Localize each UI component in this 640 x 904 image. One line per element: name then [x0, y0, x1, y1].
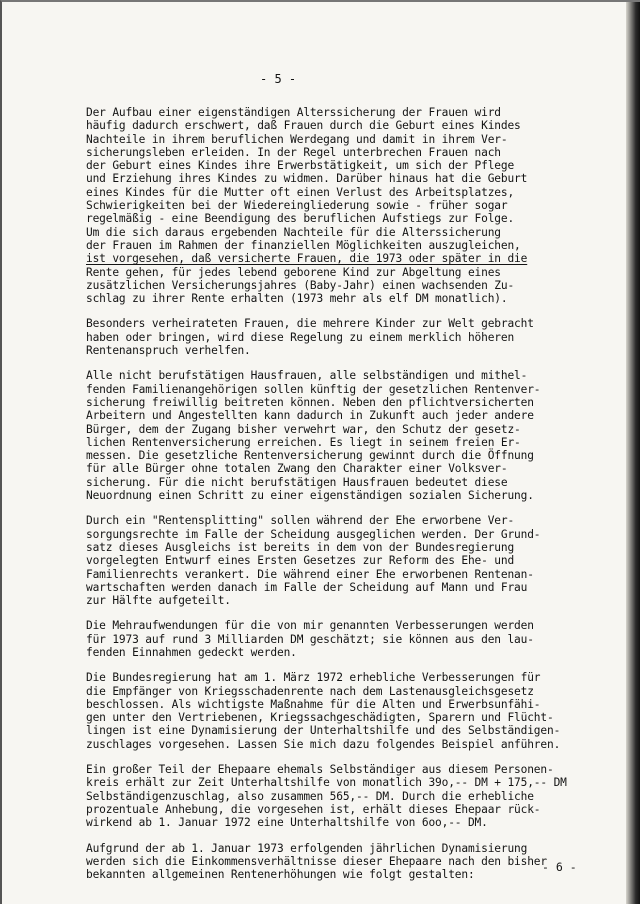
text-line: sicherung. Für die nicht berufstätigen Hausfrauen bedeutet diese — [86, 475, 508, 489]
text-line: häufig dadurch erschwert, daß Frauen durch die Geburt eines Kindes — [86, 119, 521, 133]
text-line: zuschlages vorgesehen. Lassen Sie mich dazu folgendes Beispiel anführen. — [86, 737, 561, 751]
text-line: kreis erhält zur Zeit Unterhaltshilfe von monatlich 39o,-- DM + 175,-- DM — [86, 776, 567, 790]
text-line: fenden Familienangehörigen sollen künftig der gesetzlichen Rentenver- — [86, 382, 541, 396]
text-line: wartschaften werden danach im Falle der Scheidung auf Mann und Frau — [86, 580, 528, 594]
paragraph-kriegsschadenrente — [86, 671, 622, 751]
text-line: zusätzlichen Versicherungsjahres (Baby-Jahr) einen wachsenden Zu- — [86, 278, 515, 292]
text-line: sorgungsrechte im Falle der Scheidung ausgeglichen werden. Der Grund- — [86, 527, 541, 541]
text-line: vorgelegten Entwurf eines Ersten Gesetzes zur Reform des Ehe- und — [86, 554, 515, 568]
text-line: lichen Rentenversicherung erreichen. Es liegt in seinem freien Er- — [86, 435, 521, 449]
text-line: Neuordnung einen Schritt zu einer eigenständigen sozialen Sicherung. — [86, 489, 534, 503]
text-line: haben oder bringen, wird diese Regelung zu einem merklich höheren — [86, 330, 515, 344]
text-line: Rente gehen, für jedes lebend geborene Kind zur Abgeltung eines — [86, 265, 501, 279]
text-line: regelmäßig - eine Beendigung des beruflichen Aufstiegs zur Folge. — [86, 212, 515, 226]
text-line: Der Aufbau einer eigenständigen Alterssicherung der Frauen wird — [86, 106, 501, 119]
text-line: Nachteile in ihrem beruflichen Werdegang und damit in ihrem Ver- — [86, 132, 508, 146]
text-line: für 1973 auf rund 3 Milliarden DM geschätzt; sie können aus den lau- — [86, 632, 534, 646]
text-line: schlag zu ihrer Rente erhalten (1973 mehr als elf DM monatlich). — [86, 292, 508, 306]
text-line: sicherungsleben erleiden. In der Regel unterbrechen Frauen nach — [86, 145, 501, 159]
text-line: Aufgrund der ab 1. Januar 1973 erfolgenden jährlichen Dynamisierung — [86, 841, 528, 855]
paragraph-alterssicherung — [86, 106, 622, 305]
text-line: Schwierigkeiten bei der Wiedereingliederung sowie - früher sogar — [86, 199, 508, 213]
text-line: Durch ein "Rentensplitting" sollen während der Ehe erworbene Ver- — [86, 514, 515, 528]
document-body — [86, 106, 622, 893]
text-line: Familienrechts verankert. Die während einer Ehe erworbenen Rentenan- — [86, 567, 534, 581]
text-line: Rentenanspruch verhelfen. — [86, 344, 251, 358]
text-line: gen unter den Vertriebenen, Kriegssachgeschädigten, Sparern und Flücht- — [86, 711, 554, 725]
text-line: Bürger, dem der Zugang bisher verwehrt war, den Schutz der gesetz- — [86, 422, 521, 436]
text-line: für alle Bürger ohne totalen Zwang den Charakter einer Volksver- — [86, 462, 508, 476]
text-line: bekannten allgemeinen Rentenerhöhungen wie folgt gestalten: — [86, 868, 475, 882]
text-line: messen. Die gesetzliche Rentenversicherung gewinnt durch die Öffnung — [86, 449, 534, 463]
scan-edge-shadow — [626, 2, 640, 904]
text-line: Besonders verheirateten Frauen, die mehrere Kinder zur Welt gebracht — [86, 317, 534, 331]
text-line: der Geburt eines Kindes ihre Erwerbstätigkeit, um sich der Pflege — [86, 159, 515, 173]
text-line: Ein großer Teil der Ehepaare ehemals Selbständiger aus diesem Personen- — [86, 763, 554, 777]
text-line: beschlossen. Als wichtigste Maßnahme für die Alten und Erwerbsunfähi- — [86, 697, 541, 711]
text-line: satz dieses Ausgleichs ist bereits in dem von der Bundesregierung — [86, 540, 515, 554]
text-line: wirkend ab 1. Januar 1972 eine Unterhaltshilfe von 6oo,-- DM. — [86, 816, 488, 830]
text-line: Arbeitern und Angestellten kann dadurch in Zukunft auch jeder andere — [86, 409, 534, 423]
text-line: Alle nicht berufstätigen Hausfrauen, alle selbständigen und mithel- — [86, 369, 528, 383]
paragraph-rentensplitting — [86, 514, 622, 607]
paragraph-hausfrauen — [86, 369, 622, 502]
text-line: die Empfänger von Kriegsschadenrente nach dem Lastenausgleichsgesetz — [86, 684, 534, 698]
paragraph-beispiel — [86, 763, 622, 829]
text-line: Um die sich daraus ergebenden Nachteile für die Alterssicherung — [86, 225, 501, 239]
paragraph-mehraufwendungen — [86, 619, 622, 659]
text-line: der Frauen im Rahmen der finanziellen Möglichkeiten auszugleichen, — [86, 238, 521, 252]
text-line: sicherung freiwillig beitreten können. Neben den pflichtversicherten — [86, 395, 534, 409]
paragraph-verheiratete-frauen — [86, 317, 622, 357]
text-line-underlined: ist vorgesehen, daß versicherte Frauen, die 1973 oder später in die — [86, 252, 528, 266]
text-line: Die Bundesregierung hat am 1. März 1972 erhebliche Verbesserungen für — [86, 671, 541, 685]
next-page-marker: - 6 - — [542, 860, 577, 874]
text-line: prozentuale Anhebung, die vorgesehen ist, erhält dieses Ehepaar rück- — [86, 802, 541, 816]
text-line: werden sich die Einkommensverhältnisse dieser Ehepaare nach den bisher — [86, 854, 547, 868]
text-line: fenden Einnahmen gedeckt werden. — [86, 645, 297, 659]
text-line: eines Kindes für die Mutter oft einen Verlust des Arbeitsplatzes, — [86, 185, 515, 199]
page-number: - 5 - — [260, 72, 297, 86]
text-line: Die Mehraufwendungen für die von mir genannten Verbesserungen werden — [86, 619, 534, 633]
text-line: und Erziehung ihres Kindes zu widmen. Darüber hinaus hat die Geburt — [86, 172, 528, 186]
text-line: zur Hälfte aufgeteilt. — [86, 594, 231, 608]
text-line: lingen ist eine Dynamisierung der Unterhaltshilfe und des Selbständigen- — [86, 724, 561, 738]
text-line: Selbständigenzuschlag, also zusammen 565,-- DM. Durch die erhebliche — [86, 789, 534, 803]
